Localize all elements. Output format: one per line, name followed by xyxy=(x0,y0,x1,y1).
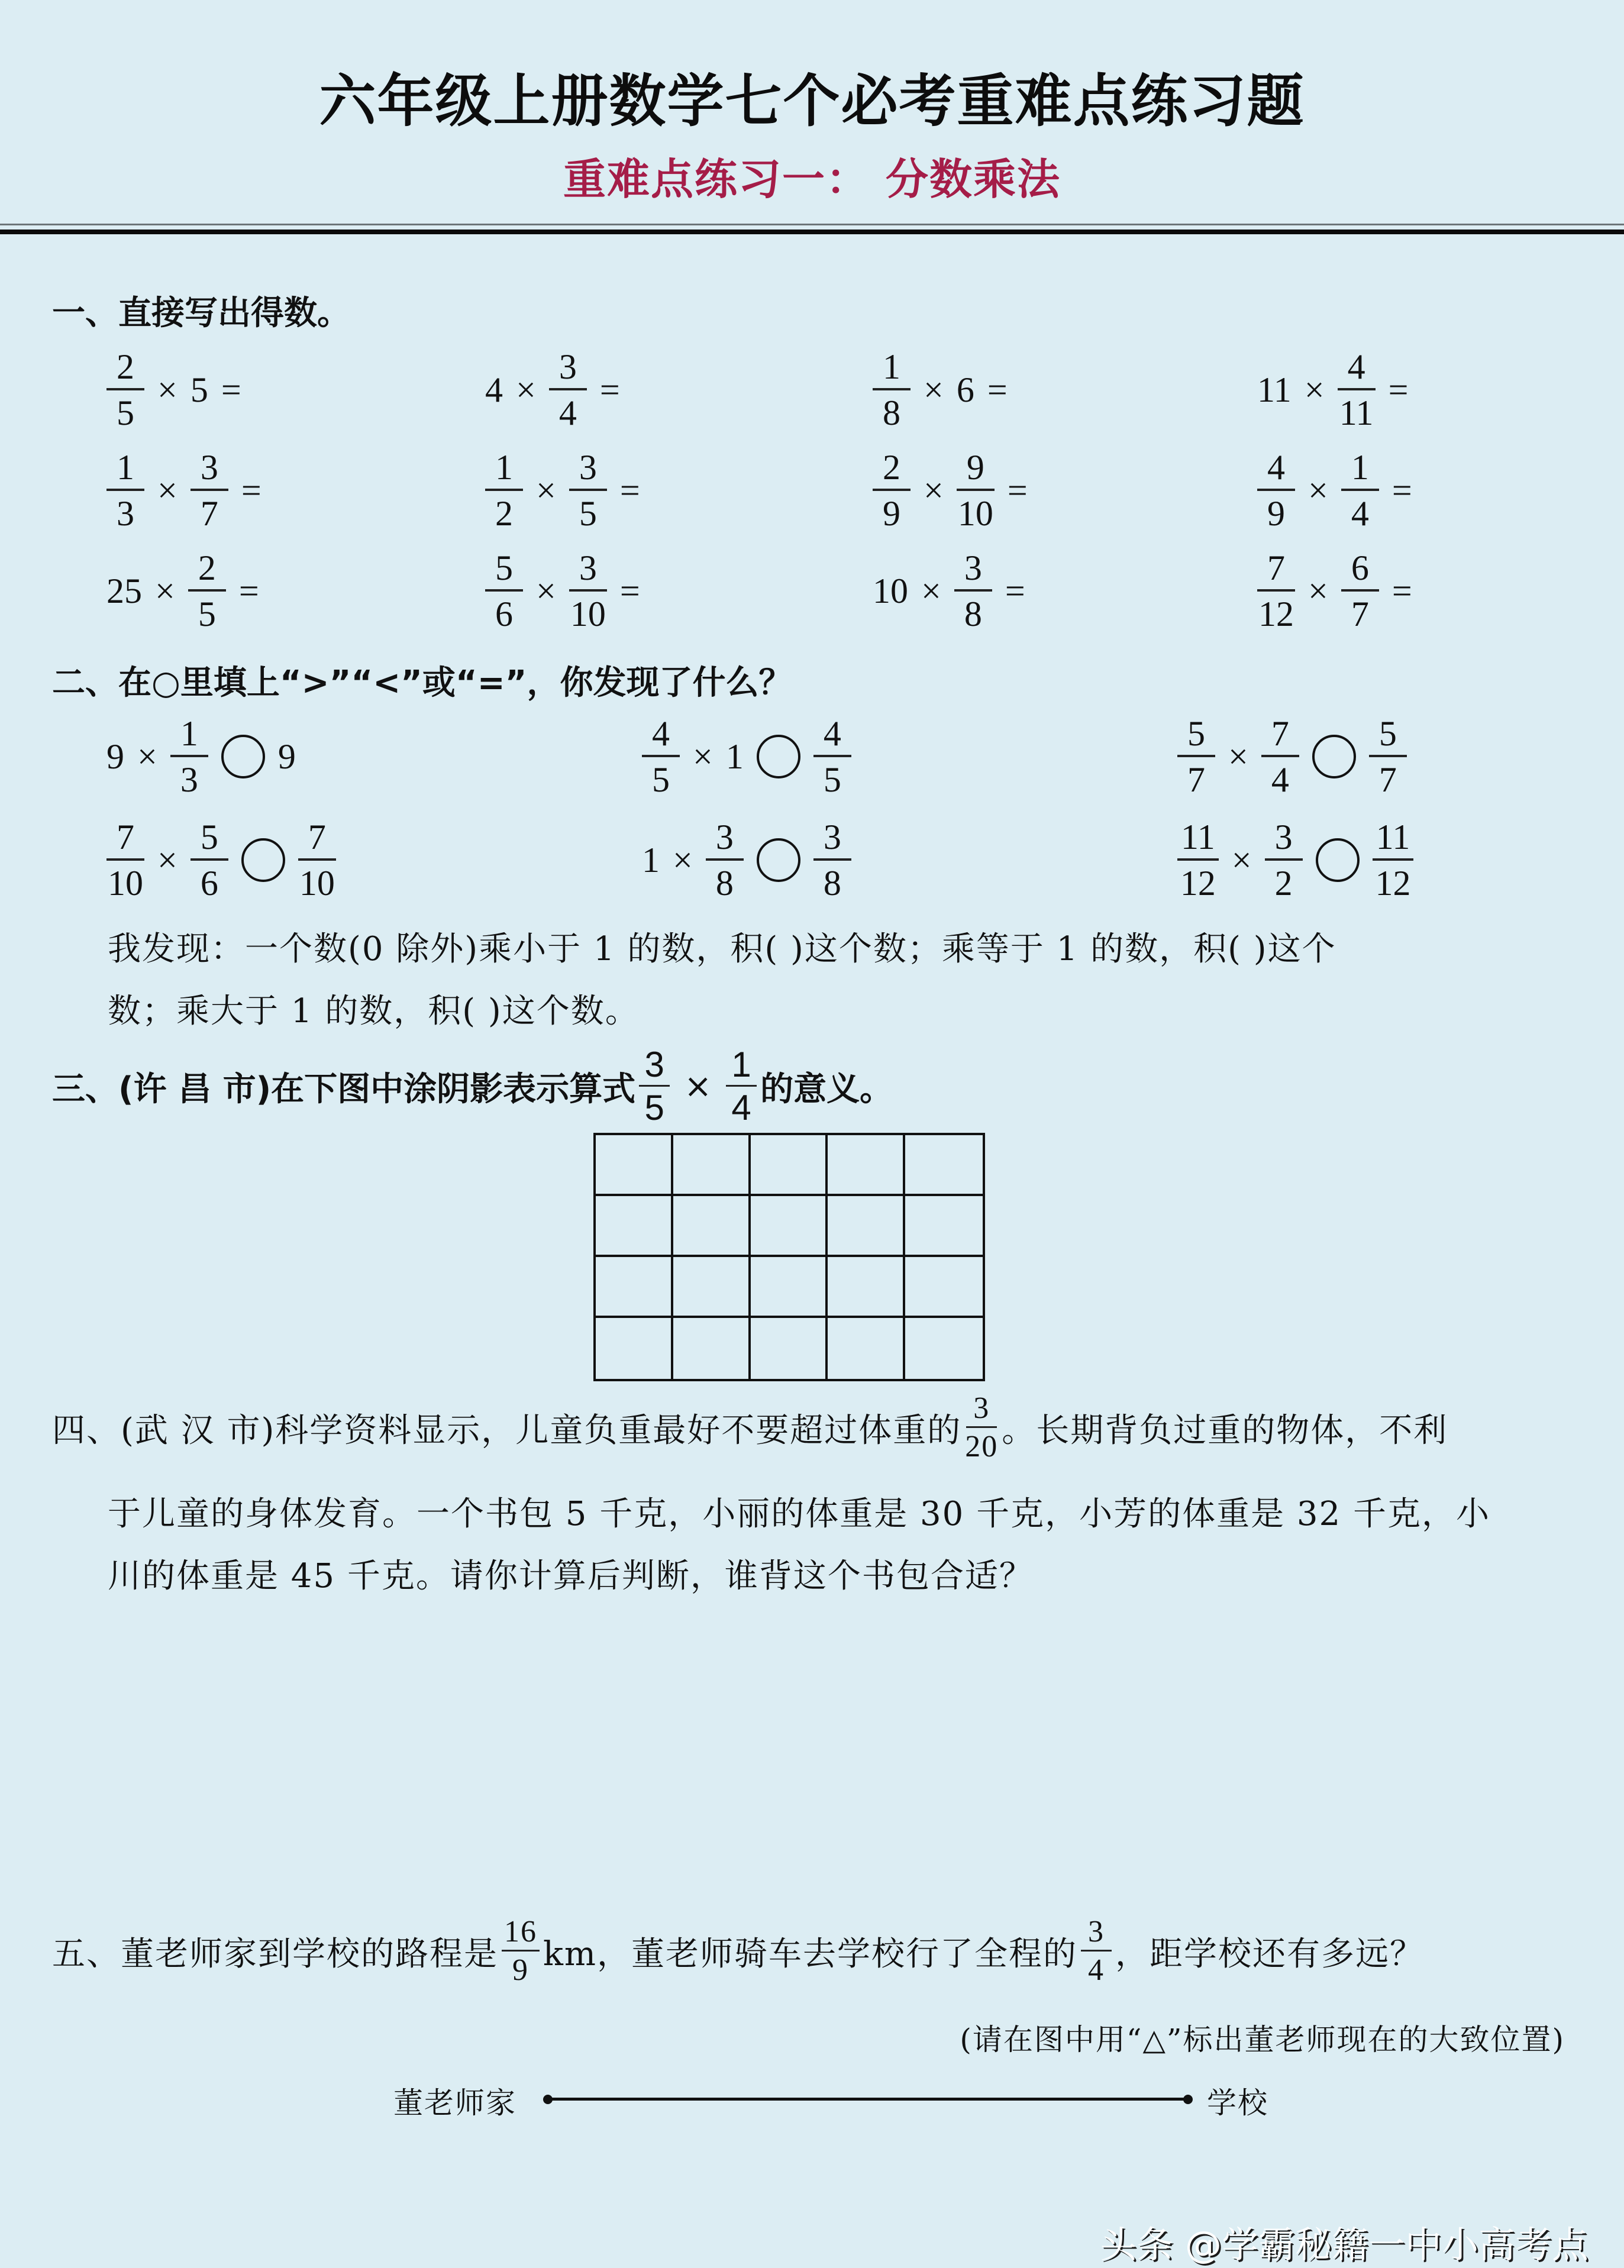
answer-blank[interactable] xyxy=(272,573,355,609)
equals-sign: = xyxy=(238,571,259,610)
section5-question xyxy=(52,1917,1424,1986)
multiply-sign: × xyxy=(673,840,693,880)
multiply-sign: × xyxy=(693,736,713,776)
denominator: 6 xyxy=(200,864,218,903)
numerator: 4 xyxy=(813,716,851,757)
equals-sign: = xyxy=(1391,571,1412,610)
grid-cell[interactable] xyxy=(905,1135,983,1196)
multiply-sign: × xyxy=(157,840,177,880)
numerator: 1 xyxy=(170,716,208,757)
fraction xyxy=(1257,550,1295,632)
grid-cell[interactable] xyxy=(828,1135,905,1196)
compare-circle-input[interactable] xyxy=(221,735,265,778)
numerator: 9 xyxy=(957,450,995,491)
fraction xyxy=(569,550,607,632)
fraction xyxy=(813,819,851,901)
section5-text-c: ，距学校还有多远？ xyxy=(1115,1934,1425,1973)
calc-problem xyxy=(1257,550,1521,632)
fraction xyxy=(191,819,228,901)
fraction xyxy=(873,349,911,431)
calc-problem xyxy=(485,450,749,531)
fraction xyxy=(1341,450,1379,531)
numerator: 3 xyxy=(706,819,744,861)
calc-problem xyxy=(1257,349,1517,431)
compare-problem xyxy=(106,819,349,901)
section4-text-a: 四、(武 汉 市)科学资料显示，儿童负重最好不要超过体重的 xyxy=(52,1411,962,1450)
fraction xyxy=(485,450,523,531)
numerator: 3 xyxy=(191,450,228,491)
calc-problem xyxy=(106,349,350,431)
calc-problem xyxy=(485,550,749,632)
fraction xyxy=(106,450,144,531)
numerator: 3 xyxy=(954,550,992,592)
fraction xyxy=(569,450,607,531)
denominator: 5 xyxy=(823,760,841,799)
grid-cell[interactable] xyxy=(905,1318,983,1379)
section2-heading: 二、在○里填上“>”“<”或“=”，你发现了什么？ xyxy=(52,664,792,702)
fraction xyxy=(957,450,995,531)
section5-note: (请在图中用“△”标出董老师现在的大致位置) xyxy=(960,2023,1565,2057)
route-line[interactable] xyxy=(547,2098,1189,2101)
multiply-sign: × xyxy=(137,736,157,776)
section3-heading-suffix: 的意义。 xyxy=(760,1070,893,1109)
denominator: 8 xyxy=(883,393,900,432)
number: 25 xyxy=(106,571,142,610)
grid-cell[interactable] xyxy=(751,1318,828,1379)
denominator: 5 xyxy=(117,393,134,432)
denominator: 2 xyxy=(495,494,513,533)
multiply-sign: × xyxy=(1308,470,1328,510)
number: 5 xyxy=(190,370,208,409)
numerator: 5 xyxy=(1369,716,1407,757)
section4-line-3: 川的体重是 45 千克。请你计算后判断，谁背这个书包合适？ xyxy=(108,1557,1034,1595)
section3-heading xyxy=(52,1047,893,1126)
multiply-sign: × xyxy=(536,571,556,610)
grid-cell[interactable] xyxy=(673,1135,751,1196)
numerator: 7 xyxy=(298,819,336,861)
numerator: 6 xyxy=(1341,550,1379,592)
section3-heading-prefix: 三、(许 昌 市)在下图中涂阴影表示算式 xyxy=(52,1070,636,1109)
numerator: 7 xyxy=(106,819,144,861)
multiply-sign: × xyxy=(516,370,536,409)
fraction xyxy=(1265,819,1303,901)
grid-cell[interactable] xyxy=(596,1257,673,1318)
multiply-sign: × xyxy=(536,470,556,510)
answer-blank[interactable] xyxy=(1038,573,1121,609)
fraction xyxy=(1257,450,1295,531)
school-label: 学校 xyxy=(1207,2086,1268,2120)
grid-cell[interactable] xyxy=(828,1196,905,1257)
numerator: 4 xyxy=(1257,450,1295,491)
denominator: 5 xyxy=(198,595,216,634)
numerator: 3 xyxy=(1265,819,1303,861)
grid-cell[interactable] xyxy=(596,1135,673,1196)
number: 9 xyxy=(106,736,124,776)
compare-circle-input[interactable] xyxy=(757,838,800,882)
number: 1 xyxy=(725,736,744,776)
discovery-line-2: 数；乘大于 1 的数，积( )这个数。 xyxy=(108,992,640,1030)
equals-sign: = xyxy=(987,370,1008,409)
fraction xyxy=(191,450,228,531)
grid-cell[interactable] xyxy=(828,1257,905,1318)
grid-cell[interactable] xyxy=(673,1196,751,1257)
fraction xyxy=(1369,716,1407,797)
denominator: 8 xyxy=(715,864,734,903)
answer-blank[interactable] xyxy=(275,473,357,508)
grid-cell[interactable] xyxy=(905,1257,983,1318)
denominator: 10 xyxy=(299,864,335,903)
multiply-sign: × xyxy=(921,571,941,610)
denominator: 4 xyxy=(1351,494,1369,533)
denominator: 12 xyxy=(1375,864,1411,903)
fraction xyxy=(873,450,911,531)
compare-problem xyxy=(106,716,309,797)
multiply-sign: × xyxy=(157,470,177,510)
equals-sign: = xyxy=(1391,470,1412,510)
equals-sign: = xyxy=(221,370,241,409)
numerator: 2 xyxy=(873,450,911,491)
grid-cell[interactable] xyxy=(751,1135,828,1196)
fraction xyxy=(549,349,587,431)
answer-blank[interactable] xyxy=(633,372,716,408)
equals-sign: = xyxy=(619,470,640,510)
section4-line-1 xyxy=(52,1393,1448,1462)
denominator: 9 xyxy=(883,494,900,533)
denominator: 12 xyxy=(1258,595,1294,634)
fraction xyxy=(1177,819,1219,901)
answer-blank[interactable] xyxy=(1021,372,1103,408)
equals-sign: = xyxy=(599,370,620,409)
denominator: 7 xyxy=(1351,595,1369,634)
fraction xyxy=(813,716,851,797)
fraction xyxy=(642,716,680,797)
discovery-line-1: 我发现：一个数(0 除外)乘小于 1 的数，积( )这个数；乘等于 1 的数，积( )这个 xyxy=(108,930,1336,968)
calc-problem xyxy=(1257,450,1521,531)
multiply-sign: × xyxy=(684,1067,712,1106)
page-title: 六年级上册数学七个必考重难点练习题 xyxy=(319,68,1305,134)
denominator: 5 xyxy=(652,760,670,799)
compare-circle-input[interactable] xyxy=(1316,838,1360,882)
number: 1 xyxy=(642,840,660,880)
fraction-16-9: $\frac{16}{9}$ xyxy=(502,1917,540,1986)
answer-blank[interactable] xyxy=(1041,473,1123,508)
equals-sign: = xyxy=(1388,370,1409,409)
shading-grid[interactable] xyxy=(593,1133,985,1381)
fraction xyxy=(1261,716,1299,797)
header-divider-thin xyxy=(0,224,1624,225)
denominator: 3 xyxy=(117,494,134,533)
equals-sign: = xyxy=(1005,571,1025,610)
equals-sign: = xyxy=(1007,470,1028,510)
multiply-sign: × xyxy=(157,370,177,409)
compare-circle-input[interactable] xyxy=(1312,735,1356,778)
section4-answer-area[interactable] xyxy=(52,1609,1573,1881)
denominator: 6 xyxy=(495,595,513,634)
answer-blank[interactable] xyxy=(653,573,736,609)
calc-problem xyxy=(873,450,1137,531)
answer-blank[interactable] xyxy=(254,372,337,408)
fraction xyxy=(106,819,144,901)
compare-problem xyxy=(642,716,864,797)
grid-cell[interactable] xyxy=(828,1318,905,1379)
section4-line-2: 于儿童的身体发育。一个书包 5 千克，小丽的体重是 30 千克，小芳的体重是 32 千克，小 xyxy=(108,1495,1490,1533)
denominator: 12 xyxy=(1180,864,1216,903)
numerator: 5 xyxy=(485,550,523,592)
number: 6 xyxy=(956,370,974,409)
fraction-3-20: $\frac{3}{20}$ xyxy=(965,1391,999,1463)
answer-blank[interactable] xyxy=(1421,372,1504,408)
grid-cell[interactable] xyxy=(596,1318,673,1379)
multiply-sign: × xyxy=(1308,571,1328,610)
denominator: 8 xyxy=(964,595,982,634)
fraction xyxy=(706,819,744,901)
numerator: 3 xyxy=(569,550,607,592)
grid-cell[interactable] xyxy=(673,1257,751,1318)
multiply-sign: × xyxy=(924,470,944,510)
denominator: 7 xyxy=(1378,760,1397,799)
numerator: 2 xyxy=(188,550,226,592)
number: 10 xyxy=(873,571,908,610)
fraction-3-4: $\frac{3}{4}$ xyxy=(1081,1917,1112,1986)
compare-circle-input[interactable] xyxy=(757,735,800,778)
fraction xyxy=(1338,349,1376,431)
multiply-sign: × xyxy=(155,571,175,610)
calc-problem xyxy=(106,550,368,632)
answer-blank[interactable] xyxy=(653,473,736,508)
denominator: 7 xyxy=(1187,760,1205,799)
denominator: 8 xyxy=(823,864,841,903)
compare-problem xyxy=(1177,819,1426,901)
denominator: 11 xyxy=(1339,393,1374,432)
numerator: 4 xyxy=(642,716,680,757)
school-point-icon xyxy=(1183,2095,1193,2104)
grid-cell[interactable] xyxy=(751,1196,828,1257)
numerator: 2 xyxy=(106,349,144,390)
numerator: 1 xyxy=(1341,450,1379,491)
fraction xyxy=(188,550,226,632)
fraction xyxy=(106,349,144,431)
grid-cell[interactable] xyxy=(673,1318,751,1379)
denominator: 10 xyxy=(957,494,993,533)
calc-problem xyxy=(873,550,1134,632)
numerator: 1 xyxy=(873,349,911,390)
equals-sign: = xyxy=(619,571,640,610)
calc-problem xyxy=(106,450,370,531)
calc-problem xyxy=(873,349,1116,431)
fraction-3-5: $\frac{3}{5}$ xyxy=(639,1047,670,1126)
numerator: 7 xyxy=(1261,716,1299,757)
numerator: 5 xyxy=(1177,716,1215,757)
grid-cell[interactable] xyxy=(751,1257,828,1318)
compare-problem xyxy=(1177,716,1420,797)
answer-blank[interactable] xyxy=(1425,573,1508,609)
section5-text-b: km，董老师骑车去学校行了全程的 xyxy=(543,1934,1078,1973)
denominator: 4 xyxy=(1271,760,1289,799)
denominator: 9 xyxy=(1267,494,1285,533)
fraction xyxy=(170,716,208,797)
section1-heading: 一、直接写出得数。 xyxy=(52,294,350,332)
fraction-1-4: $\frac{1}{4}$ xyxy=(726,1047,757,1126)
fraction xyxy=(1177,716,1215,797)
denominator: 10 xyxy=(108,864,143,903)
denominator: 5 xyxy=(579,494,597,533)
grid-cell[interactable] xyxy=(596,1196,673,1257)
numerator: 3 xyxy=(549,349,587,390)
multiply-sign: × xyxy=(1304,370,1325,409)
numerator: 3 xyxy=(813,819,851,861)
number: 11 xyxy=(1257,370,1292,409)
numerator: 1 xyxy=(485,450,523,491)
home-label: 董老师家 xyxy=(393,2086,516,2120)
fraction xyxy=(954,550,992,632)
numerator: 3 xyxy=(569,450,607,491)
section5-text-a: 五、董老师家到学校的路程是 xyxy=(52,1934,498,1973)
number: 9 xyxy=(277,736,296,776)
multiply-sign: × xyxy=(1228,736,1248,776)
grid-cell[interactable] xyxy=(905,1196,983,1257)
compare-circle-input[interactable] xyxy=(241,838,285,882)
numerator: 1 xyxy=(106,450,144,491)
compare-problem xyxy=(642,819,864,901)
section4-text-b: 。长期背负过重的物体，不利 xyxy=(1002,1411,1448,1450)
numerator: 11 xyxy=(1373,819,1414,861)
denominator: 10 xyxy=(570,595,606,634)
header-divider-thick xyxy=(0,230,1624,234)
fraction xyxy=(485,550,523,632)
multiply-sign: × xyxy=(924,370,944,409)
fraction xyxy=(1341,550,1379,632)
equals-sign: = xyxy=(241,470,261,510)
page-subtitle: 重难点练习一： 分数乘法 xyxy=(563,154,1061,204)
denominator: 3 xyxy=(180,760,198,799)
denominator: 7 xyxy=(200,494,218,533)
numerator: 5 xyxy=(191,819,228,861)
number: 4 xyxy=(485,370,503,409)
fraction xyxy=(298,819,336,901)
multiply-sign: × xyxy=(1231,840,1252,880)
calc-problem xyxy=(485,349,729,431)
numerator: 11 xyxy=(1177,819,1219,861)
fraction xyxy=(1373,819,1414,901)
denominator: 2 xyxy=(1274,864,1293,903)
numerator: 7 xyxy=(1257,550,1295,592)
answer-blank[interactable] xyxy=(1425,473,1508,508)
denominator: 4 xyxy=(558,393,577,432)
numerator: 4 xyxy=(1338,349,1376,390)
watermark: 头条 @学霸秘籍一中小高考点 xyxy=(1100,2223,1589,2266)
